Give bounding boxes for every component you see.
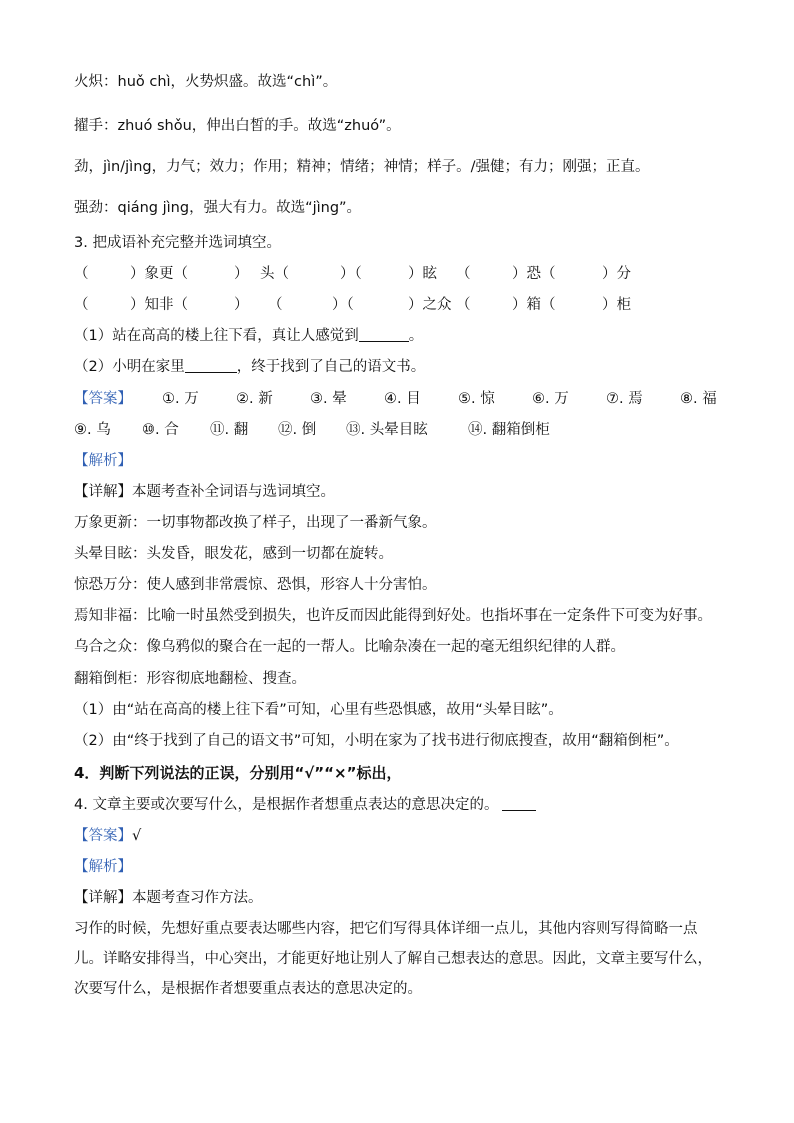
idiom-row-1-part: ）象更（ <box>130 266 188 282</box>
fill-blank <box>185 358 237 373</box>
answer-item: ⑭. 翻箱倒柜 <box>468 422 550 438</box>
answer-value: √ <box>132 828 142 844</box>
detail-line: 【详解】本题考查补全词语与选词填空。 <box>74 484 335 500</box>
section-4-heading: 4．判断下列说法的正误，分别用“√”“×”标出， <box>74 764 402 782</box>
detail-line: 【详解】本题考查习作方法。 <box>74 890 263 906</box>
explanation-line: 惊恐万分：使人感到非常震惊、恐惧，形容人十分害怕。 <box>74 577 437 593</box>
answer-item: ⑫. 倒 <box>278 422 317 438</box>
sentence-1 <box>74 326 423 346</box>
intro-line-4: 强劲：qiáng jìng，强大有力。故选“jìng”。 <box>74 200 362 216</box>
intro-line-2: 擢手：zhuó shǒu，伸出白皙的手。故选“zhuó”。 <box>74 118 401 134</box>
idiom-row-1-part: （ <box>456 266 471 282</box>
answer-item: ⑥. 万 <box>532 391 569 407</box>
idiom-row-2-part: （ <box>268 297 283 313</box>
idiom-row-2-part: （ <box>456 297 471 313</box>
sentence-1-text: （1）站在高高的楼上往下看，真让人感觉到 <box>74 328 359 344</box>
idiom-row-2-part: （ <box>74 297 89 313</box>
explanation-line: 头晕目眩：头发昏，眼发花，感到一切都在旋转。 <box>74 546 393 562</box>
idiom-row-2-part: ）之众 <box>408 297 452 313</box>
idiom-row-1-part: 头（ <box>260 266 289 282</box>
explanation-line: 翻箱倒柜：形容彻底地翻检、搜查。 <box>74 671 306 687</box>
intro-line-3: 劲，jìn/jìng，力气；效力；作用；精神；情绪；神情；样子。/强健；有力；刚强；正直。 <box>74 159 650 175</box>
idiom-row-2-part: ） <box>234 297 249 313</box>
sentence-2-end: ，终于找到了自己的语文书。 <box>236 359 426 375</box>
sentence-1-end: 。 <box>408 328 424 344</box>
answer-item: ⑨. 乌 <box>74 422 111 438</box>
idiom-row-2-part: ）（ <box>332 297 354 313</box>
fill-blank <box>359 327 409 342</box>
answer-item: ④. 目 <box>384 391 421 407</box>
answer-item: ⑬. 头晕目眩 <box>346 422 428 438</box>
explanation-line: 万象更新：一切事物都改换了样子，出现了一番新气象。 <box>74 515 437 531</box>
explanation-line: 乌合之众：像乌鸦似的聚合在一起的一帮人。比喻杂凑在一起的毫无组织纪律的人群。 <box>74 639 625 655</box>
sentence-2-text: （2）小明在家里 <box>74 359 185 375</box>
explanation-paragraph: 习作的时候，先想好重点要表达哪些内容，把它们写得具体详细一点儿，其他内容则写得简略一点儿。详略安排得当，中心突出，才能更好地让别人了解自己想表达的意思。因此，文章主要写什么，次要写什么，是根据作者想要重点表达的意思决定的。 <box>74 921 712 997</box>
q3-title: 3. 把成语补充完整并选词填空。 <box>74 235 281 251</box>
idiom-row-2-part: ）箱（ <box>512 297 556 313</box>
answer-item: ⑦. 焉 <box>606 391 643 407</box>
idiom-row-1-part: ）（ <box>340 266 362 282</box>
answer-item: ①. 万 <box>162 391 199 407</box>
explanation-line: （1）由“站在高高的楼上往下看”可知，心里有些恐惧感，故用“头晕目眩”。 <box>74 702 563 718</box>
idiom-row-2-part: ）柜 <box>602 297 631 313</box>
answer-item: ⑪. 翻 <box>210 422 249 438</box>
idiom-row-1-part: ）眩 <box>408 266 437 282</box>
answer-item: ③. 晕 <box>310 391 347 407</box>
q4-answer <box>74 826 141 846</box>
idiom-row-1-part: ） <box>234 266 249 282</box>
explanation-line: 焉知非福：比喻一时虽然受到损失，也许反而因此能得到好处。也指坏事在一定条件下可变为好事。 <box>74 608 712 624</box>
intro-line-1: 火炽：huǒ chì，火势炽盛。故选“chì”。 <box>74 74 338 90</box>
idiom-row-2-part: ）知非（ <box>130 297 188 313</box>
q4-question <box>74 795 536 815</box>
answer-item: ⑧. 福 <box>680 391 717 407</box>
explanation-line: （2）由“终于找到了自己的语文书”可知，小明在家为了找书进行彻底搜查，故用“翻箱倒柜”。 <box>74 733 679 749</box>
answer-item: ⑤. 惊 <box>458 391 495 407</box>
fill-blank <box>502 796 536 811</box>
idiom-row-1-part: （ <box>74 266 89 282</box>
answer-item: ②. 新 <box>236 391 273 407</box>
answer-item: ⑩. 合 <box>142 422 179 438</box>
idiom-row-1-part: ）恐（ <box>512 266 556 282</box>
analysis-label: 【解析】 <box>74 453 132 469</box>
answer-label: 【答案】 <box>74 391 132 407</box>
sentence-2 <box>74 357 425 377</box>
q4-question-text: 4. 文章主要或次要写什么，是根据作者想重点表达的意思决定的。 <box>74 797 499 813</box>
analysis-label: 【解析】 <box>74 859 132 875</box>
idiom-row-1-part: ）分 <box>602 266 631 282</box>
answer-label: 【答案】 <box>74 828 132 844</box>
